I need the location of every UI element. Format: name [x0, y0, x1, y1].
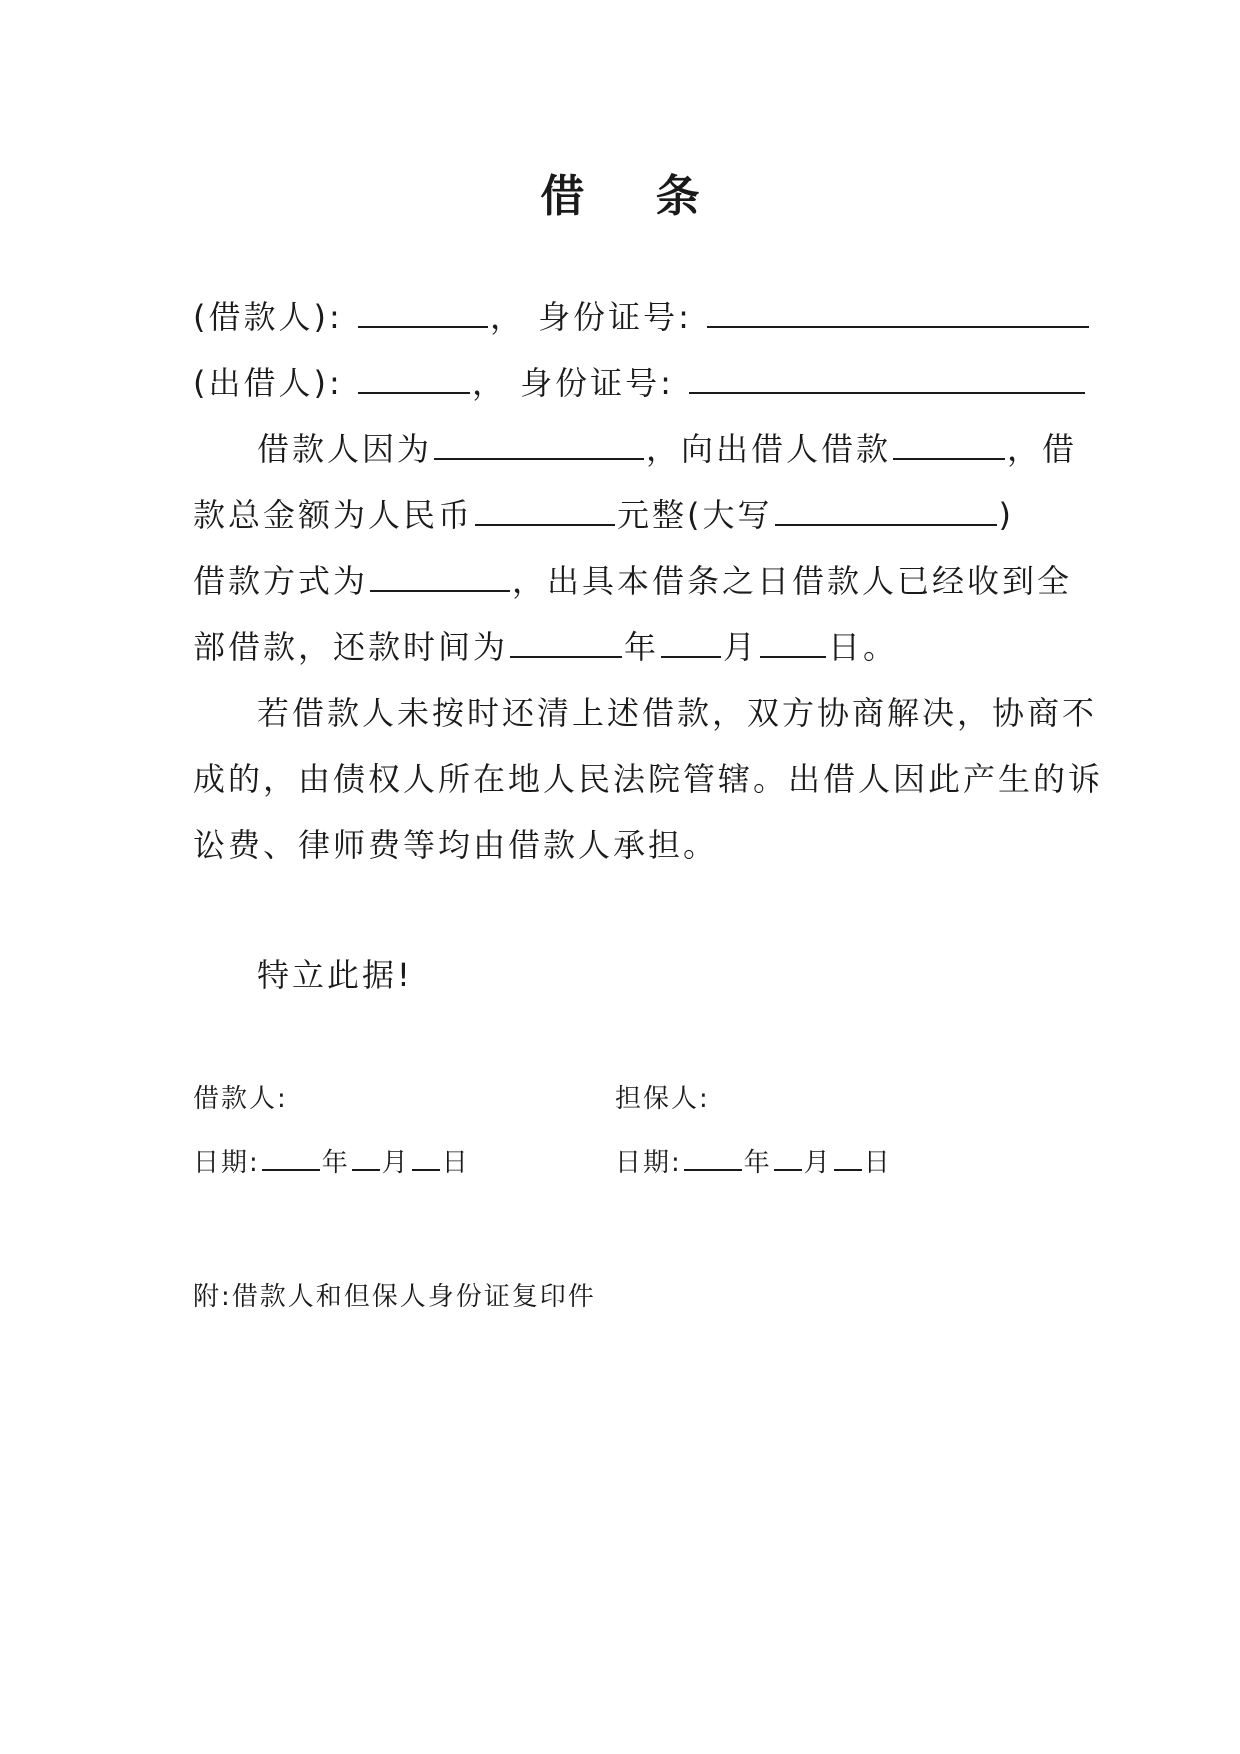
borrower-date-day-blank[interactable]: [412, 1147, 440, 1171]
lender-line: [193, 358, 1087, 404]
guarantor-signature-label: 担保人:: [615, 1084, 710, 1114]
borrower-line: [193, 292, 1091, 338]
loan-reason-label: 借款人因为: [257, 430, 433, 468]
loan-method-label: 借款方式为: [193, 562, 369, 600]
guarantor-year-label: 年: [743, 1148, 772, 1178]
borrower-date-label: 日期:: [193, 1148, 260, 1178]
para2-line2: 成的，由债权人所在地人民法院管辖。出借人因此产生的诉: [193, 760, 1104, 798]
lender-id-blank[interactable]: [689, 364, 1085, 394]
repay-month-label: 月: [723, 628, 759, 666]
loan-amount-blank[interactable]: [893, 430, 1005, 460]
lender-name-blank[interactable]: [358, 364, 470, 394]
loan-method-blank[interactable]: [370, 562, 510, 592]
repay-day-blank[interactable]: [760, 628, 826, 658]
guarantor-month-label: 月: [803, 1148, 832, 1178]
guarantor-date-year-blank[interactable]: [684, 1147, 742, 1171]
borrower-separator: ，: [489, 298, 525, 336]
borrower-day-label: 日: [441, 1148, 470, 1178]
borrower-id-label: 身份证号:: [538, 298, 692, 336]
guarantor-day-label: 日: [863, 1148, 892, 1178]
attachment-note: 附:借款人和但保人身份证复印件: [193, 1282, 596, 1312]
guarantor-date-label: 日期:: [615, 1148, 682, 1178]
guarantor-date-day-blank[interactable]: [834, 1147, 862, 1171]
para1-line3: [193, 556, 1072, 602]
guarantor-date-month-blank[interactable]: [774, 1147, 802, 1171]
lender-label: (出借人):: [193, 364, 343, 402]
repay-month-blank[interactable]: [661, 628, 721, 658]
para1-tail-text: ，借: [1007, 430, 1078, 468]
total-amount-label: 款总金额为人民币: [193, 496, 474, 534]
para2-line1: 若借款人未按时还清上述借款，双方协商解决，协商不: [257, 694, 1098, 732]
repayment-date-label: 部借款，还款时间为: [193, 628, 509, 666]
closing-statement: 特立此据!: [257, 956, 413, 994]
repay-year-label: 年: [624, 628, 660, 666]
borrower-year-label: 年: [321, 1148, 350, 1178]
borrower-month-label: 月: [381, 1148, 410, 1178]
lender-id-label: 身份证号:: [520, 364, 674, 402]
total-amount-blank[interactable]: [475, 496, 615, 526]
loan-from-lender-label: ，向出借人借款: [646, 430, 892, 468]
repay-day-label: 日。: [828, 628, 899, 666]
para2-line3: 讼费、律师费等均由借款人承担。: [193, 826, 719, 864]
borrower-date-year-blank[interactable]: [262, 1147, 320, 1171]
guarantor-date-line: [615, 1142, 892, 1179]
para1-line2: [193, 490, 1014, 536]
borrower-id-blank[interactable]: [707, 298, 1089, 328]
borrower-label: (借款人):: [193, 298, 343, 336]
borrower-date-month-blank[interactable]: [352, 1147, 380, 1171]
document-title: 借 条: [540, 171, 728, 222]
repay-year-blank[interactable]: [510, 628, 622, 658]
borrower-signature-label: 借款人:: [193, 1084, 288, 1114]
para1-line1: [257, 424, 1077, 470]
loan-reason-blank[interactable]: [434, 430, 644, 460]
lender-separator: ，: [471, 364, 507, 402]
closing-paren: ): [998, 496, 1014, 534]
receipt-statement: ，出具本借条之日借款人已经收到全: [512, 562, 1073, 600]
para1-line4: [193, 622, 898, 668]
amount-in-words-blank[interactable]: [775, 496, 997, 526]
borrower-date-line: [193, 1142, 470, 1179]
amount-in-words-label: 元整(大写: [617, 496, 773, 534]
borrower-name-blank[interactable]: [358, 298, 488, 328]
